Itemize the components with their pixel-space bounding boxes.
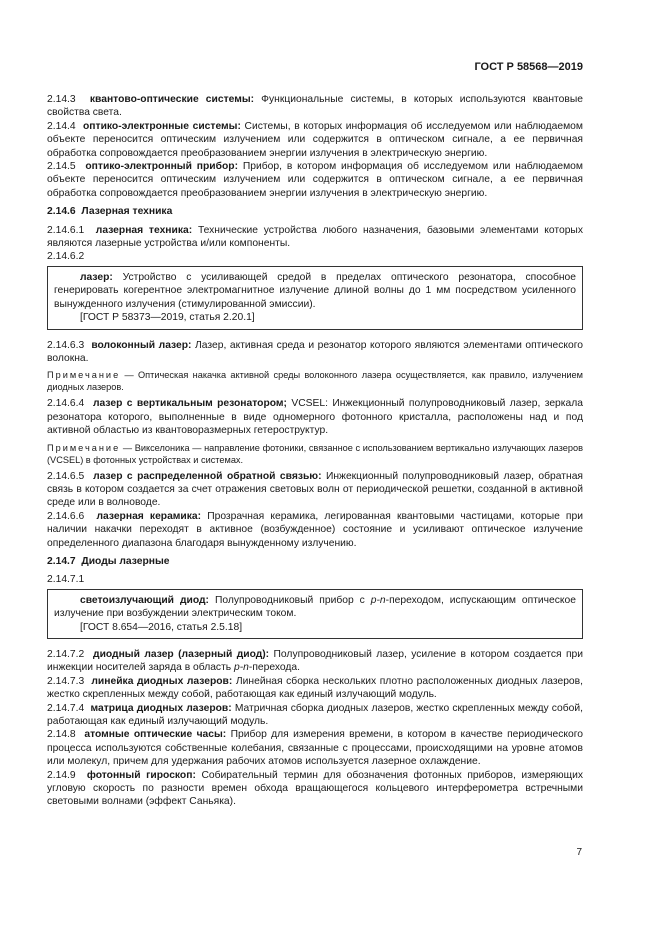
clause-number: 2.14.6.5 [47,470,85,482]
term-entry [47,93,583,120]
note [47,442,583,466]
term-definition: Лазер, активная среда и резонатор которого являются элементами оптического волокна. [47,339,583,364]
term-label: лазерная техника: [95,224,193,236]
term-label: квантово-оптические системы: [89,94,255,105]
clause-number: 2.14.7 [47,555,76,567]
clause-number: 2.14.8 [47,729,76,741]
term-definition: Прибор для измерения времени, в котором в качестве периодического процесса используются собственные колебания, связанные с процессами, происходящими на уровне атомов или молекул, причем для удержания рабочих атомов используется лазерное охлаждение. [47,729,583,768]
quoted-definition-box [47,589,583,639]
term-definition: Собирательный термин для обозначения фотонных приборов, измеряющих угловую скорость по разности времен обхода вращающегося кольцевого интерферометра встречными световыми волнами (эффект Саньяка). [47,769,583,808]
term-entry [47,675,583,702]
term-entry [47,120,583,160]
pn-junction-term: p-n [234,662,249,674]
clause-number: 2.14.3 [47,94,76,105]
clause-number: 2.14.9 [47,769,76,781]
clause-number: 2.14.6.2 [47,251,85,263]
term-label: оптико-электронные системы: [83,120,241,132]
term-entry [47,160,583,200]
pn-junction-term: p-n [370,594,386,606]
term-entry [47,648,583,675]
source-reference: [ГОСТ Р 58373—2019, статья 2.20.1] [80,312,255,324]
term-label: лазер с распределенной обратной связью: [93,470,322,482]
clause-number: 2.14.7.1 [47,574,85,586]
term-entry [47,470,583,510]
term-entry [47,339,583,366]
term-entry [47,728,583,768]
source-reference: [ГОСТ 8.654—2016, статья 2.5.18] [80,621,243,633]
term-label: лазерная керамика: [96,510,202,522]
term-label: линейка диодных лазеров: [91,675,233,687]
clause-number: 2.14.4 [47,120,76,132]
term-definition: Инжекционный полупроводниковый лазер, обратная связь в котором создается за счет отражения световых волн от периодической решетки, созданной в активной среде или в волноводе. [47,470,583,509]
page-number: 7 [576,847,582,858]
term-definition: Полупроводниковый прибор с [208,594,371,606]
term-entry [47,397,583,437]
clause-number: 2.14.6.4 [47,398,85,410]
clause-number: 2.14.7.3 [47,675,85,687]
term-entry [47,769,583,809]
term-label: фотонный гироскоп: [86,769,196,781]
term-definition: Технические устройства любого назначения, базовыми элементами которых являются лазерные устройства и/или компоненты. [47,224,583,250]
section-title: Лазерная техника [81,206,173,218]
document-body [47,93,583,809]
term-definition: Устройство с усиливающей средой в пределах оптического резонатора, способное генерировать когерентное электромагнитное излучение длиной волны до 1 мм посредством усиленного вынужденного излучения (стимулированной эмиссии). [54,271,576,310]
term-definition: VCSEL: Инжекционный полупроводниковый лазер, зеркала резонатора которого, выполненные в виде одномерного фотонного кристалла, расположены над и под активной областью из квантоворазмерных гетероструктур. [47,398,583,437]
clause-number: 2.14.5 [47,161,76,173]
section-title: Диоды лазерные [81,555,170,567]
term-label: лазер с вертикальным резонатором; [93,398,287,410]
note-text: — Оптическая накачка активной среды волоконного лазера осуществляется, как правило, излучением диодных лазеров. [47,370,583,393]
note [47,369,583,393]
note-text: — Викселоника — направление фотоники, связанное с использованием вертикально излучающих лазеров (VCSEL) в фотонных устройствах и системах. [47,442,583,465]
term-entry [47,224,583,251]
term-definition: Полупроводниковый лазер, усиление в котором создается при инжекции носителей заряда в область [47,649,583,674]
clause-number: 2.14.7.2 [47,649,85,660]
term-label: оптико-электронный прибор: [85,161,238,173]
term-label: матрица диодных лазеров: [90,702,232,714]
clause-number: 2.14.6.3 [47,339,85,351]
term-definition-cont: -перехода. [248,662,300,674]
section-heading [47,555,583,568]
note-label: Примечание [47,442,121,453]
term-entry [47,510,583,550]
term-entry [47,702,583,729]
standard-number: ГОСТ Р 58568—2019 [474,61,583,73]
clause-number: 2.14.6 [47,206,76,218]
quoted-definition-box [47,266,583,330]
section-heading [47,205,583,218]
clause-number: 2.14.6.6 [47,510,85,522]
clause-number: 2.14.7.4 [47,702,85,714]
term-definition: Прибор, в котором информация об исследуемом или наблюдаемом объекте переносится оптическим излучением или содержится в оптическом сигнале, а ее первичная обработка сопровождается преобразованием энергии излучения в электрическую энергию. [47,161,583,199]
term-label: светоизлучающий диод: [80,594,209,606]
term-definition: Матричная сборка диодных лазеров, жестко скрепленных между собой, работающая как единый излучающий модуль. [47,702,583,728]
term-definition: Системы, в которых информация об исследуемом или наблюдаемом объекте переносится оптическим излучением или содержится в оптическом сигнале, а ее первичная обработка сопровождается преобразованием энергии излучения в электрическую энергию. [47,120,583,159]
term-definition: Линейная сборка нескольких плотно расположенных диодных лазеров, жестко скрепленных между собой, работающая как единый излучающий модуль. [47,675,583,701]
clause-number: 2.14.6.1 [47,224,85,236]
term-label: диодный лазер (лазерный диод): [93,649,270,660]
term-label: атомные оптические часы: [84,729,227,741]
term-definition: Функциональные системы, в которых используются квантовые свойства света. [47,94,583,119]
term-definition-cont: -переходом, испускающим оптическое излучение при возбуждении электрическим током. [54,594,576,620]
note-label: Примечание [47,370,121,381]
term-definition: Прозрачная керамика, легированная квантовыми частицами, которые при наличии накачки переходят в активное (возбужденное) состояние и усиливают оптическое излучение определенного диапазона благодаря вынужденному излучению. [47,510,583,549]
term-label: волоконный лазер: [91,339,192,351]
term-label: лазер: [80,271,113,283]
